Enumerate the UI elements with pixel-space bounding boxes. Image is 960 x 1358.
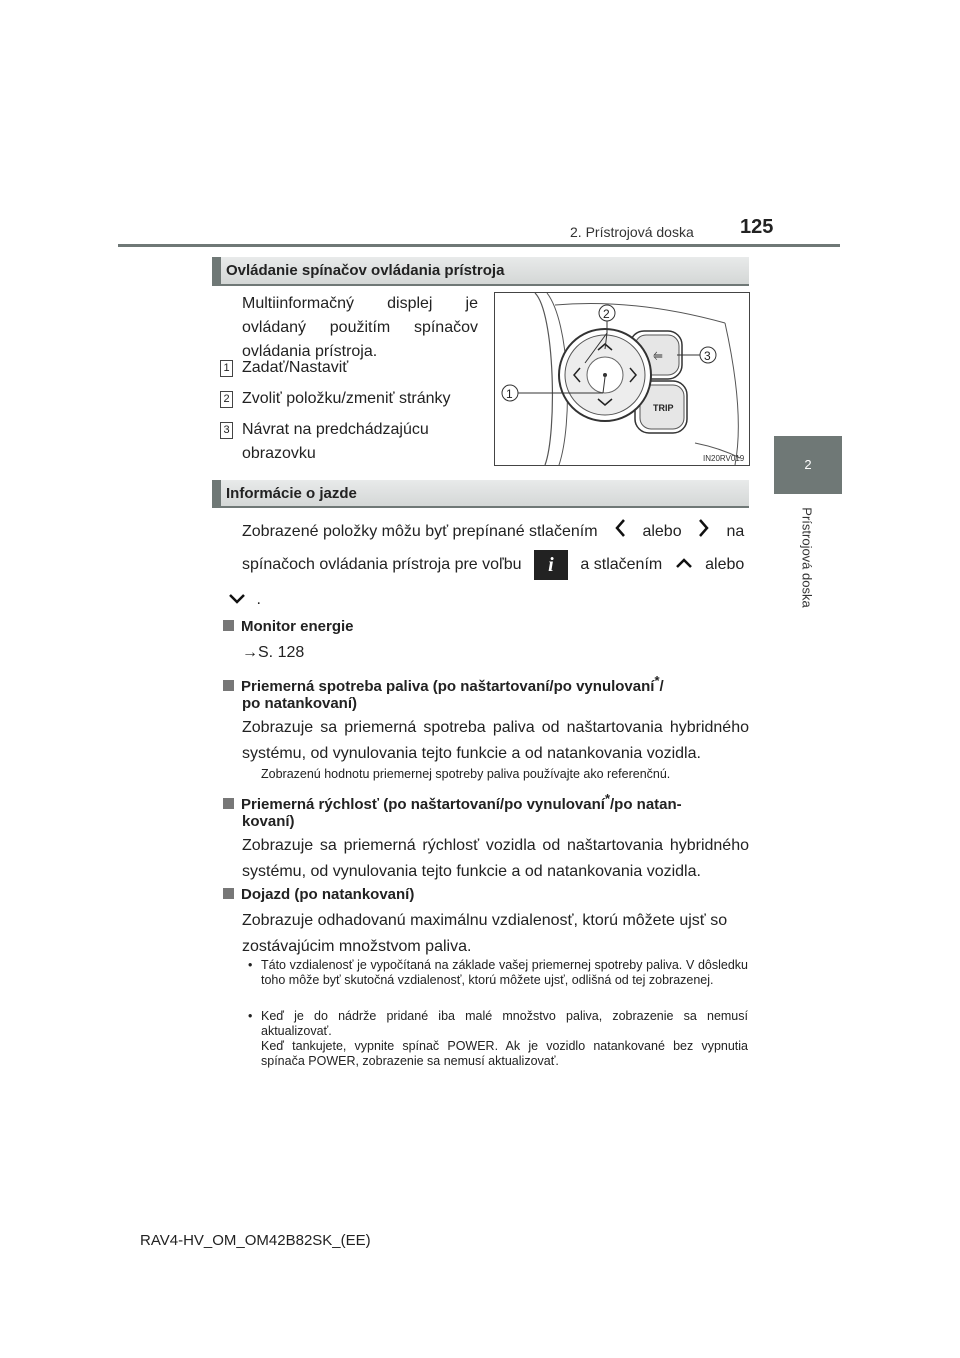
section-heading-controls: Ovládanie spínačov ovládania prístroja — [212, 257, 749, 284]
section1-intro: Multiinformačný displej je ovládaný použitím spínačov ovládania prístroja. — [242, 295, 478, 360]
subsection-title-cont: kovaní) — [242, 813, 295, 830]
subsection-title: Priemerná rýchlosť (po naštartovaní/po vynulovaní*/po natan- — [223, 787, 753, 817]
list-item-text: Zvoliť položku/zmeniť stránky — [242, 390, 451, 407]
chevron-left-icon — [614, 518, 626, 546]
intro-text: spínačoch ovládania prístroja pre voľbu — [242, 556, 522, 574]
intro-text: a stlačením — [580, 556, 663, 574]
section2-intro-line2 — [242, 550, 752, 580]
square-bullet-icon — [223, 798, 234, 809]
header-section-title: 2. Prístrojová doska — [570, 224, 694, 240]
callout-number: 1 — [220, 360, 233, 377]
square-bullet-icon — [223, 620, 234, 631]
list-item-text: Zadať/Nastaviť — [242, 359, 349, 376]
list-item-text: Návrat na predchádzajúcu obrazovku — [242, 421, 429, 462]
intro-text: na — [726, 523, 745, 541]
chapter-tab-label: Prístrojová doska — [799, 507, 815, 608]
list-item — [212, 418, 494, 466]
cross-reference: →S. 128 — [242, 644, 305, 661]
chevron-down-icon — [228, 588, 246, 612]
callout-3: 3 — [704, 349, 711, 363]
chevron-up-icon — [675, 553, 693, 577]
steering-switch-figure — [494, 292, 750, 466]
callout-2: 2 — [603, 307, 610, 321]
intro-text: alebo — [642, 523, 682, 541]
callout-number: 3 — [220, 422, 233, 439]
page-number: 125 — [740, 216, 774, 238]
subsection-title: Priemerná spotreba paliva (po naštartovaní/po vynulovaní*/ — [223, 669, 753, 699]
section2-intro-line3 — [228, 588, 261, 612]
chevron-right-icon — [698, 518, 710, 546]
callout-number: 2 — [220, 391, 233, 408]
list-item: • Keď je do nádrže pridané iba malé množstvo paliva, zobrazenie sa nemusí aktualizovať. Keď tankujete, vypnite spínač POWER. Ak je vozidlo natankované bez vypnutia spínača POWER, zobrazenie sa nemusí aktualizovať. — [248, 1009, 748, 1068]
section-rule — [212, 506, 749, 508]
bullet-dot: • — [248, 1009, 253, 1023]
list-item — [212, 387, 492, 411]
section-rule — [212, 284, 749, 286]
subsection-title: Dojazd (po natankovaní) — [223, 883, 753, 907]
bullet-dot: • — [248, 958, 253, 972]
subsection-note: Zobrazenú hodnotu priemernej spotreby paliva používajte ako referenčnú. — [261, 767, 671, 781]
steering-switch-illustration — [495, 293, 749, 465]
info-icon: i — [534, 550, 568, 580]
subsection-title-cont: po natankovaní) — [242, 695, 358, 712]
document-code: RAV4-HV_OM_OM42B82SK_(EE) — [140, 1232, 371, 1249]
subsection-title: Monitor energie — [223, 615, 753, 639]
square-bullet-icon — [223, 888, 234, 899]
intro-text: alebo — [705, 556, 745, 574]
callout-1: 1 — [506, 387, 513, 401]
section-heading-trip-info: Informácie o jazde — [212, 480, 749, 507]
trip-button-label: TRIP — [653, 403, 674, 413]
subsection-body: Zobrazuje odhadovanú maximálnu vzdialenosť, ktorú môžete ujsť so zostávajúcim množstvom paliva. — [242, 912, 728, 955]
list-item: • Táto vzdialenosť je vypočítaná na základe vašej priemernej spotreby paliva. V dôsledku toho môže byť skutočná vzdialenosť, ktorú môžete ujsť, odlišná od tej zobrazenej. — [248, 958, 748, 987]
subsection-body: Zobrazuje sa priemerná spotreba paliva od naštartovania hybridného systému, od vynulovania tejto funkcie a od natankovania vozidla. — [242, 719, 749, 762]
square-bullet-icon — [223, 680, 234, 691]
list-item — [212, 356, 492, 380]
intro-text: Zobrazené položky môžu byť prepínané stlačením — [242, 523, 598, 541]
intro-text: . — [256, 591, 261, 609]
subsection-body: Zobrazuje sa priemerná rýchlosť vozidla od naštartovania hybridného systému, od vynulovania tejto funkcie a od natankovania vozidla. — [242, 837, 749, 880]
figure-code: IN20RV019 — [703, 454, 745, 463]
svg-text:⥢: ⥢ — [653, 348, 663, 362]
header-rule — [118, 244, 840, 247]
chapter-tab: 2 — [774, 436, 842, 494]
section2-intro-line1 — [242, 518, 752, 546]
